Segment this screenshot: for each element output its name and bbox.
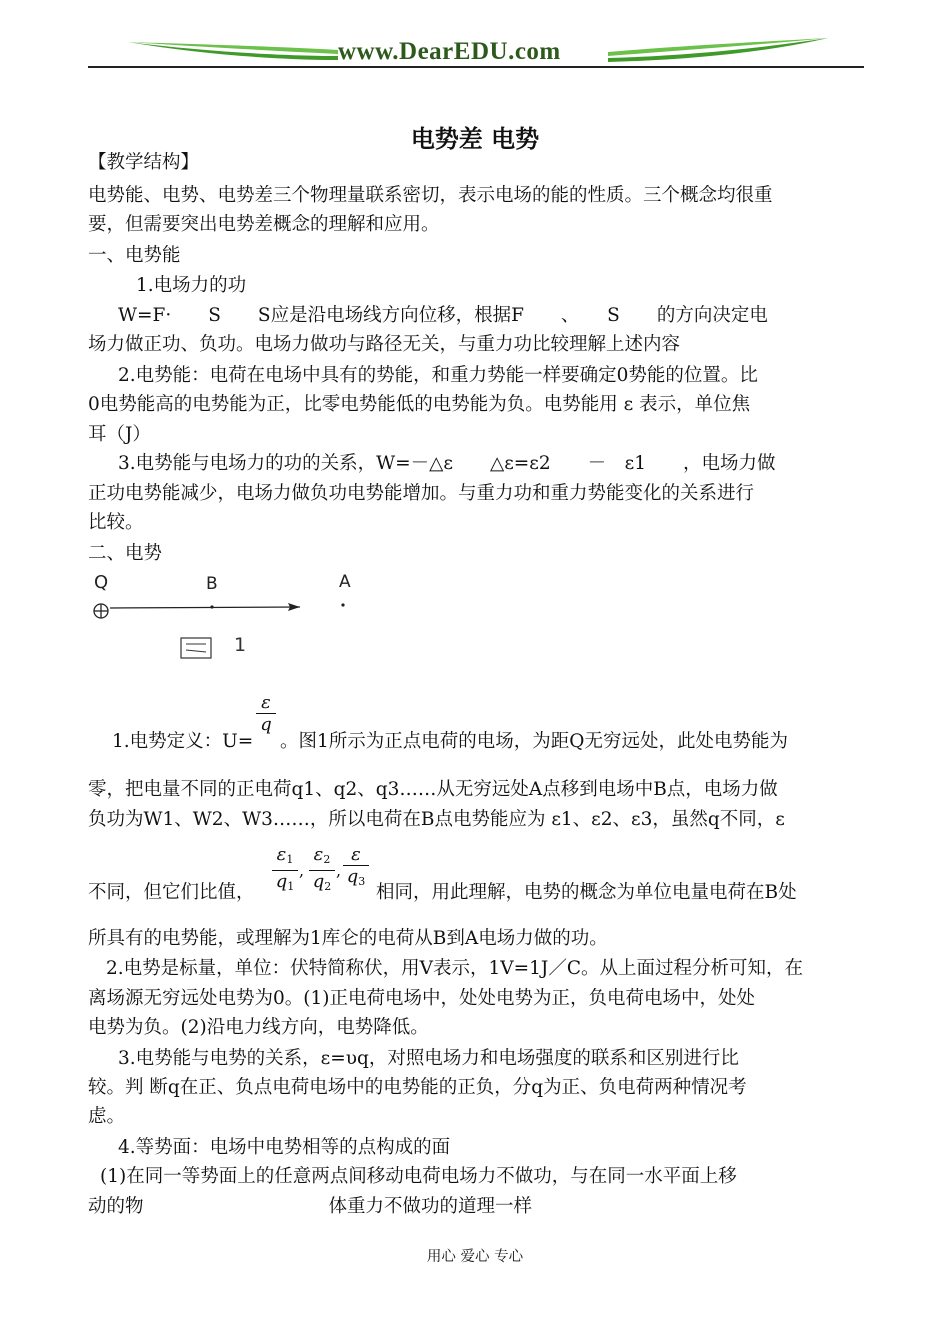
- definition-prefix: 1.电势定义：U=: [112, 731, 254, 752]
- ratio-fraction: [309, 845, 335, 898]
- part2-item2-line-3: 电势为负。(2)沿电力线方向，电势降低。: [88, 1017, 429, 1038]
- definition-fraction-denominator: q: [260, 714, 272, 735]
- definition-suffix: 。图1所示为正点电荷的电场，为距Q无穷远处，此处电势能为: [280, 731, 788, 752]
- definition-line-2: 零，把电量不同的正电荷q1、q2、q3……从无穷远处A点移到电场中B点，电场力做: [88, 779, 778, 800]
- ratio-prefix: 不同，但它们比值，: [88, 882, 255, 903]
- ratio-fraction-denominator: $q_3$: [346, 866, 366, 888]
- page-footer: 用心 爱心 专心: [426, 1249, 524, 1265]
- ratio-separator: ,: [336, 861, 342, 880]
- part2-item2-line-2: 离场源无穷远处电势为0。(1)正电荷电场中，处处电势为正，负电荷电场中，处处: [88, 988, 755, 1009]
- figure-1: [88, 570, 388, 670]
- part1-item1-line-2: 场力做正功、负功。电场力做功与路径无关，与重力功比较理解上述内容: [88, 334, 681, 355]
- page-title: 电势差 电势: [410, 124, 540, 153]
- part1-item1-line-1: W=F· S S应是沿电场线方向位移，根据F 、 S 的方向决定电: [118, 305, 768, 326]
- figure-label-q: Q: [94, 572, 109, 593]
- part2-heading: 二、电势: [88, 543, 163, 564]
- figure-label-a: A: [339, 572, 351, 592]
- ratio-fraction: [343, 845, 369, 893]
- definition-line-3: 负功为W1、W2、W3……，所以电荷在B点电势能应为 ε1、ε2、ε3，虽然q不同，ε: [88, 809, 785, 830]
- part1-heading: 一、电势能: [88, 245, 181, 266]
- ratio-fraction: [272, 845, 298, 898]
- ratio-line-2: 所具有的电势能，或理解为1库仑的电荷从B到A电场力做的功。: [88, 928, 608, 949]
- ratio-fraction-denominator: $q_1$: [275, 871, 295, 893]
- intro-line-2: 要，但需要突出电势差概念的理解和应用。: [88, 214, 440, 235]
- intro-line-1: 电势能、电势、电势差三个物理量联系密切，表示电场的能的性质。三个概念均很重: [88, 185, 773, 206]
- ratio-fraction-numerator: ε: [351, 844, 361, 865]
- definition-fraction: [256, 693, 276, 736]
- ratio-fraction-denominator: $q_2$: [312, 871, 332, 893]
- part1-item1-heading: 1.电场力的功: [136, 275, 247, 296]
- part2-item2-line-1: 2.电势是标量，单位：伏特简称伏，用V表示，1V=1J／C。从上面过程分析可知，在: [106, 958, 803, 979]
- part1-item2-line-2: 0电势能高的电势能为正，比零电势能低的电势能为负。电势能用 ε 表示，单位焦: [88, 394, 751, 415]
- part1-item2-line-3: 耳（J）: [88, 424, 151, 445]
- part1-item3-line-2: 正功电势能减少，电场力做负功电势能增加。与重力功和重力势能变化的关系进行: [88, 483, 755, 504]
- figure-label-b: B: [206, 574, 218, 594]
- part1-item3-line-3: 比较。: [88, 512, 144, 533]
- part2-item4-line-1: (1)在同一等势面上的任意两点间移动电荷电场力不做功，与在同一水平面上移: [100, 1166, 737, 1187]
- part1-item3-line-1: 3.电势能与电场力的功的关系，W=－△ε △ε=ε2 － ε1 ，电场力做: [118, 453, 776, 474]
- section-heading: 【教学结构】: [88, 152, 200, 173]
- site-name: www.DearEDU.com: [338, 38, 561, 65]
- part2-item4-heading: 4.等势面：电场中电势相等的点构成的面: [118, 1137, 451, 1158]
- definition-fraction-numerator: ε: [261, 692, 271, 713]
- figure-caption-number: 1: [234, 634, 247, 656]
- part2-item3-line-3: 虑。: [88, 1106, 126, 1127]
- ratio-fractions: [272, 845, 382, 895]
- header-divider: [88, 66, 864, 68]
- part1-item2-line-1: 2.电势能：电荷在电场中具有的势能，和重力势能一样要确定0势能的位置。比: [118, 365, 758, 386]
- ratio-separator: ,: [299, 861, 305, 880]
- ratio-suffix: 相同，用此理解，电势的概念为单位电量电荷在B处: [376, 882, 797, 903]
- part2-item4-line-2: 动的物 体重力不做功的道理一样: [88, 1196, 533, 1217]
- part2-item3-line-2: 较。判 断q在正、负点电荷电场中的电势能的正负，分q为正、负电荷两种情况考: [88, 1077, 747, 1098]
- ratio-fraction-numerator: $\varepsilon_1$: [276, 844, 294, 866]
- part2-item3-line-1: 3.电势能与电势的关系，ε=υq，对照电场力和电场强度的联系和区别进行比: [118, 1048, 739, 1069]
- ratio-fraction-numerator: $\varepsilon_2$: [313, 844, 331, 866]
